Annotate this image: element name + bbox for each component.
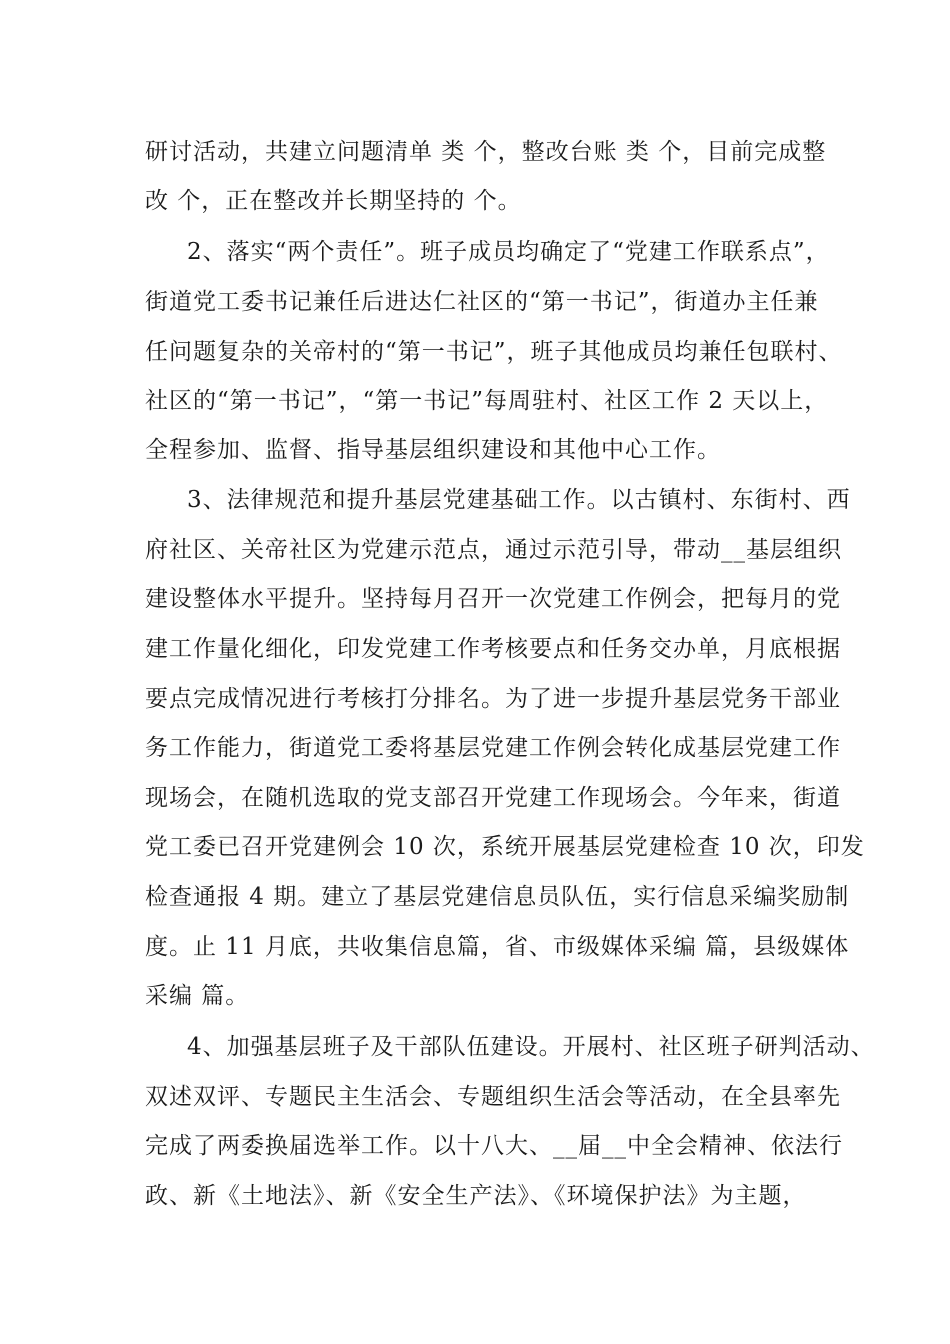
text-line: 务工作能力，街道党工委将基层党建工作例会转化成基层党建工作: [145, 735, 841, 761]
paragraph-2-start: 2、落实“两个责任”。班子成员均确定了“党建工作联系点”，: [187, 239, 830, 265]
text-line: 改 个，正在整改并长期坚持的 个。: [145, 188, 522, 214]
text-line: 完成了两委换届选举工作。以十八大、__届__中全会精神、依法行: [145, 1133, 843, 1159]
text-line: 研讨活动，共建立问题清单 类 个，整改台账 类 个，目前完成整: [145, 139, 827, 165]
text-line: 现场会，在随机选取的党支部召开党建工作现场会。今年来，街道: [145, 785, 841, 811]
text-line: 政、新《土地法》、新《安全生产法》、《环境保护法》为主题，: [145, 1183, 807, 1209]
text-line: 要点完成情况进行考核打分排名。为了进一步提升基层党务干部业: [145, 686, 841, 712]
text-line: 度。止 11 月底，共收集信息篇，省、市级媒体采编 篇，县级媒体: [145, 934, 850, 960]
text-line: 任问题复杂的关帝村的“第一书记”，班子其他成员均兼任包联村、: [145, 339, 843, 365]
text-line: 府社区、关帝社区为党建示范点，通过示范引导，带动__基层组织: [145, 537, 842, 563]
text-line: 党工委已召开党建例会 10 次，系统开展基层党建检查 10 次，印发: [145, 834, 865, 860]
text-line: 全程参加、监督、指导基层组织建设和其他中心工作。: [145, 437, 721, 463]
text-line: 街道党工委书记兼任后进达仁社区的“第一书记”，街道办主任兼: [145, 289, 819, 315]
text-line: 检查通报 4 期。建立了基层党建信息员队伍，实行信息采编奖励制: [145, 884, 850, 910]
text-line: 社区的“第一书记”，“第一书记”每周驻村、社区工作 2 天以上，: [145, 388, 829, 414]
text-line: 建工作量化细化，印发党建工作考核要点和任务交办单，月底根据: [145, 636, 841, 662]
text-line: 采编 篇。: [145, 983, 250, 1009]
paragraph-3-start: 3、法律规范和提升基层党建基础工作。以古镇村、东街村、西: [187, 487, 851, 513]
text-line: 建设整体水平提升。坚持每月召开一次党建工作例会，把每月的党: [145, 586, 841, 612]
paragraph-4-start: 4、加强基层班子及干部队伍建设。开展村、社区班子研判活动、: [187, 1034, 875, 1060]
text-line: 双述双评、专题民主生活会、专题组织生活会等活动，在全县率先: [145, 1084, 841, 1110]
